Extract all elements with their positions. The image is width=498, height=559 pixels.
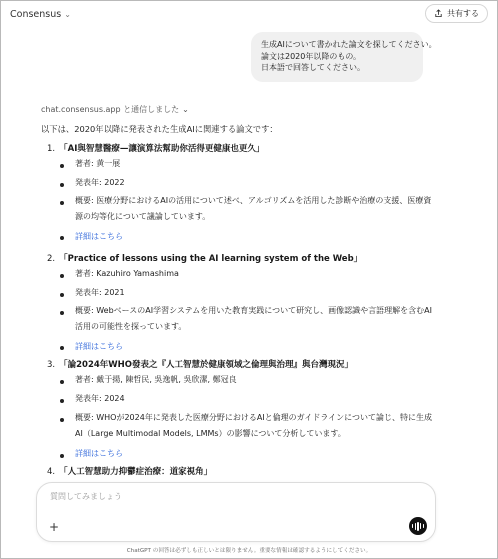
details-link[interactable]: 詳細はこちら bbox=[75, 232, 123, 241]
details-link[interactable]: 詳細はこちら bbox=[75, 342, 123, 351]
message-input[interactable]: 質問してみましょう bbox=[50, 492, 122, 501]
paper-year: 発表年: 2022 bbox=[75, 178, 125, 187]
list-number: 4. bbox=[47, 467, 56, 477]
paper-author: 著者: Kazuhiro Yamashima bbox=[75, 269, 179, 278]
tool-call-indicator[interactable] bbox=[41, 104, 189, 115]
paper-title-text: 「論2024年WHO發表之『人工智慧於健康領域之倫理與治理』與台灣現況」 bbox=[59, 360, 354, 370]
bullet bbox=[60, 346, 66, 352]
top-bar bbox=[0, 0, 498, 30]
paper-title-text: 「Practice of lessons using the AI learning system of the Web」 bbox=[59, 254, 363, 264]
bullet bbox=[60, 236, 66, 242]
paper-title bbox=[47, 358, 353, 370]
list-number: 3. bbox=[47, 360, 56, 370]
intro-text: 以下は、2020年以降に発表された生成AIに関連する論文です： bbox=[41, 124, 278, 134]
paper-title-text: 「人工智慧助力抑鬱症治療：道家視角」 bbox=[59, 467, 213, 477]
bullet bbox=[60, 274, 66, 280]
list-number: 2. bbox=[47, 254, 56, 264]
bullet bbox=[60, 164, 66, 170]
user-message-line: 日本語で回答してください。 bbox=[261, 63, 365, 72]
user-message-bubble bbox=[251, 32, 437, 82]
voice-mode-button[interactable] bbox=[409, 517, 427, 535]
chevron-down-icon: ⌄ bbox=[182, 105, 189, 114]
paper-year: 発表年: 2024 bbox=[75, 394, 125, 403]
bullet bbox=[60, 399, 66, 405]
plus-icon[interactable]: + bbox=[48, 520, 60, 534]
details-link[interactable]: 詳細はこちら bbox=[75, 449, 123, 458]
app-title: Consensus bbox=[10, 9, 62, 20]
paper-title bbox=[47, 465, 212, 477]
bullet bbox=[60, 454, 66, 460]
paper-title-text: 「AI與智慧醫療—讓演算法幫助你活得更健康也更久」 bbox=[59, 144, 265, 154]
disclaimer: ChatGPT の回答は必ずしも正しいとは限りません。重要な情報は確認するようにしてください。 bbox=[126, 548, 372, 554]
share-label: 共有する bbox=[447, 9, 479, 18]
message-composer[interactable] bbox=[36, 482, 436, 542]
model-selector[interactable] bbox=[10, 9, 71, 20]
paper-year: 発表年: 2021 bbox=[75, 288, 125, 297]
bullet bbox=[60, 183, 66, 189]
bullet bbox=[60, 418, 66, 424]
tool-call-text: chat.consensus.app と通信しました bbox=[41, 105, 180, 114]
bullet bbox=[60, 311, 66, 317]
chevron-down-icon: ⌄ bbox=[64, 10, 71, 19]
bullet bbox=[60, 201, 66, 207]
paper-title bbox=[47, 252, 362, 264]
paper-author: 著者: 黄一展 bbox=[75, 159, 121, 168]
paper-summary: 概要: 医療分野におけるAIの活用について述べ、アルゴリズムを活用した診断や治療の支援、医療資源の均等化について議論しています。 bbox=[75, 196, 432, 221]
share-button[interactable] bbox=[425, 4, 488, 23]
paper-summary: 概要: WebベースのAI学習システムを用いた教育実践について研究し、画像認識や言語理解を含むAI活用の可能性を探っています。 bbox=[75, 306, 432, 331]
bullet bbox=[60, 293, 66, 299]
paper-author: 著者: 戴于揚, 陳哲民, 吳逸帆, 吳欣潔, 鄭冠良 bbox=[75, 375, 237, 384]
bullet bbox=[60, 380, 66, 386]
user-message-line: 生成AIについて書かれた論文を探してください。 bbox=[261, 40, 437, 49]
paper-summary: 概要: WHOが2024年に発表した医療分野におけるAIと倫理のガイドラインについて論じ、特に生成AI（Large Multimodal Models, LMMs）の影響について分析しています。 bbox=[75, 413, 433, 438]
paper-title bbox=[47, 142, 264, 154]
list-number: 1. bbox=[47, 144, 56, 154]
share-icon bbox=[434, 9, 443, 18]
user-message-line: 論文は2020年以降のもの。 bbox=[261, 51, 362, 61]
